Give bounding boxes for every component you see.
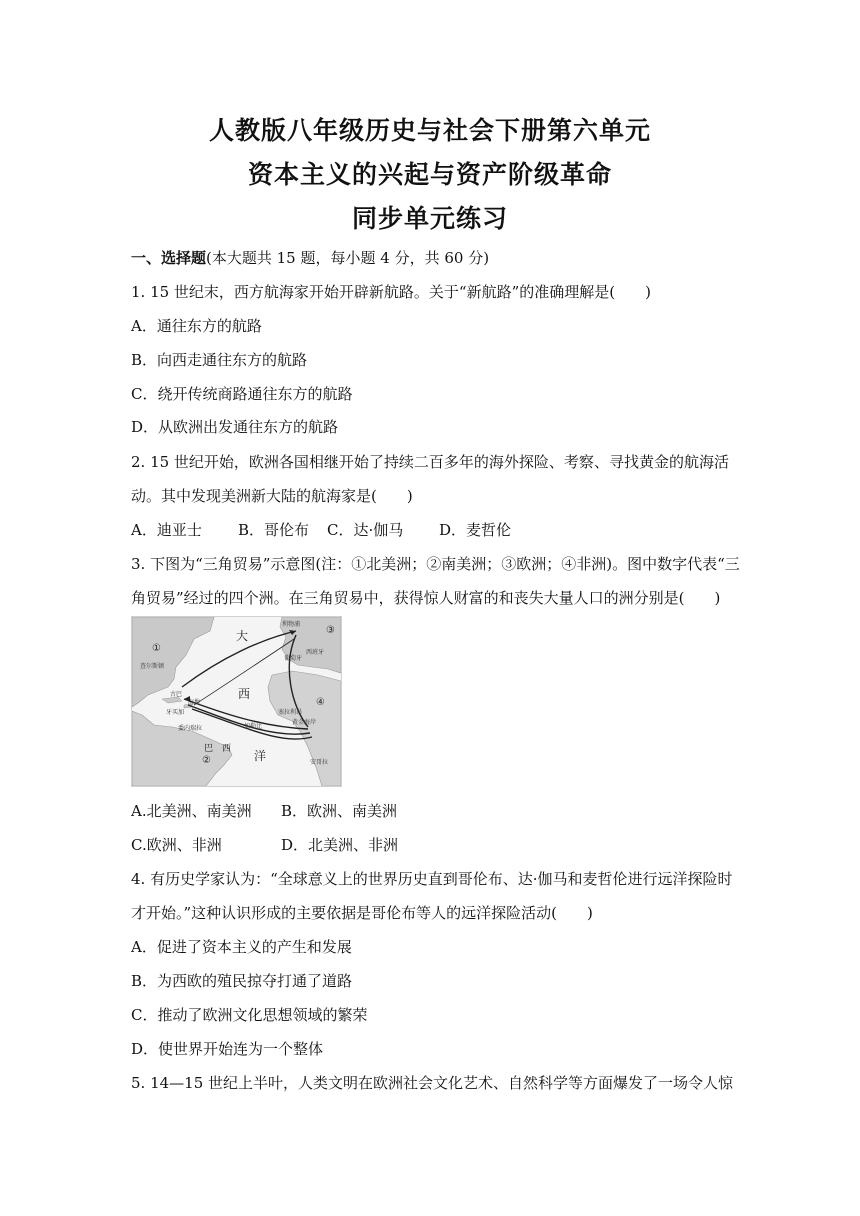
- q2-options: [131, 519, 511, 540]
- q4-stem-line-2: 才开始。”这种认识形成的主要依据是哥伦布等人的远洋探险活动( ): [131, 904, 593, 922]
- q3-stem-line-2: 角贸易”经过的四个洲。在三角贸易中，获得惊人财富的和丧失大量人口的洲分别是( ): [131, 589, 721, 607]
- q4-option-a: A．促进了资本主义的产生和发展: [131, 938, 352, 956]
- place-liverpool: 利物浦: [282, 621, 301, 628]
- q3-option-a: A.北美洲、南美洲: [131, 802, 252, 820]
- q1-option-d: D．从欧洲出发通往东方的航路: [131, 418, 339, 436]
- section-heading-label: 一、选择题: [131, 249, 207, 267]
- q2-option-c: C．达·伽马: [327, 521, 404, 539]
- triangle-trade-map: [131, 616, 342, 787]
- q5-stem-line-1: 5. 14—15 世纪上半叶，人类文明在欧洲社会文化艺术、自然科学等方面爆发了一场令人惊: [131, 1074, 734, 1092]
- q2-stem-line-1: 2. 15 世纪开始，欧洲各国相继开始了持续二百多年的海外探险、考察、寻找黄金的航海活: [131, 453, 729, 471]
- q3-option-c: C.欧洲、非洲: [131, 836, 222, 854]
- place-venezuela: 委内瑞拉: [178, 725, 203, 732]
- title-line-1: 人教版八年级历史与社会下册第六单元: [208, 116, 651, 145]
- marker-europe: ③: [326, 625, 335, 636]
- place-caribbean: 加勒比: [244, 723, 263, 730]
- q3-options-row-2: [131, 834, 398, 855]
- marker-north-america: ①: [152, 643, 161, 654]
- place-charleston: 查尔斯顿: [140, 663, 165, 670]
- q4-option-c: C．推动了欧洲文化思想领域的繁荣: [131, 1006, 368, 1024]
- marker-south-america: ②: [202, 755, 211, 766]
- place-portugal: 葡萄牙: [284, 655, 303, 662]
- ocean-char-2: 西: [238, 687, 251, 701]
- marker-africa: ④: [316, 697, 325, 708]
- q3-stem-line-1: 3. 下图为“三角贸易”示意图(注：①北美洲；②南美洲；③欧洲；④非洲)。图中数字代表“三: [131, 555, 740, 573]
- section-heading-note: (本大题共 15 题，每小题 4 分，共 60 分): [206, 249, 490, 267]
- title-line-3: 同步单元练习: [351, 204, 508, 233]
- q1-option-c: C．绕开传统商路通往东方的航路: [131, 385, 353, 403]
- place-jamaica: 牙买加: [166, 709, 185, 716]
- place-gold-coast: 黄金海岸: [292, 719, 317, 726]
- q4-option-d: D．使世界开始连为一个整体: [131, 1040, 324, 1058]
- q3-option-d: D．北美洲、非洲: [281, 836, 399, 854]
- q2-option-a: A．迪亚士: [131, 521, 202, 539]
- q1-stem: 1. 15 世纪末，西方航海家开始开辟新航路。关于“新航路”的准确理解是( ): [131, 283, 651, 301]
- place-spain: 西班牙: [306, 649, 325, 656]
- q4-option-b: B．为西欧的殖民掠夺打通了道路: [131, 972, 353, 990]
- country-label-brazil: 巴 西: [204, 744, 232, 754]
- q1-option-b: B．向西走通往东方的航路: [131, 351, 308, 369]
- q3-option-b: B．欧洲、南美洲: [281, 802, 398, 820]
- ocean-char-3: 洋: [254, 749, 267, 763]
- section-heading: [131, 247, 489, 268]
- q2-option-d: D．麦哲伦: [439, 521, 512, 539]
- q2-option-b: B．哥伦布: [238, 521, 310, 539]
- q3-options-row-1: [131, 800, 397, 821]
- place-sierra-leone: 塞拉利昂: [278, 709, 303, 716]
- q4-stem-line-1: 4. 有历史学家认为：“全球意义上的世界历史直到哥伦布、达·伽马和麦哲伦进行远洋探险时: [131, 870, 733, 888]
- ocean-char-1: 大: [236, 629, 249, 643]
- place-cuba: 古巴: [170, 691, 183, 698]
- q1-option-a: A．通往东方的航路: [131, 317, 262, 335]
- place-angola: 安哥拉: [310, 759, 329, 766]
- place-haiti: 海地: [188, 699, 201, 706]
- q2-stem-line-2: 动。其中发现美洲新大陆的航海家是( ): [131, 487, 413, 505]
- title-line-2: 资本主义的兴起与资产阶级革命: [247, 160, 612, 189]
